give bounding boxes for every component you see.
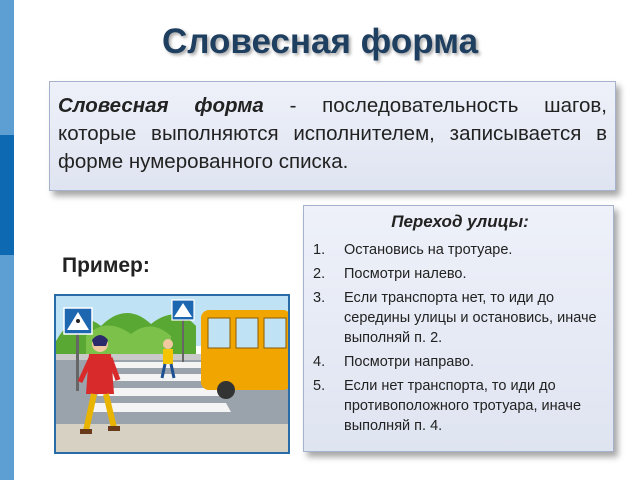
left-accent-bar-highlight (0, 135, 14, 255)
step-number: 1. (313, 242, 326, 258)
step-text: Посмотри налево. (344, 266, 467, 282)
list-item (313, 376, 607, 436)
algorithm-steps-list (313, 240, 607, 436)
step-number: 4. (313, 354, 326, 370)
step-number: 5. (313, 378, 326, 394)
example-label: Пример: (62, 254, 150, 277)
slide-title: Словесная форма (161, 22, 479, 61)
step-text: Если транспорта нет, то иди до середины улицы и остановись, иначе выполняй п. 2. (344, 290, 597, 346)
pedestrian-crossing-illustration (54, 294, 290, 454)
step-number: 2. (313, 266, 326, 282)
list-item (313, 264, 607, 284)
step-text: Остановись на тротуаре. (344, 242, 513, 258)
step-number: 3. (313, 290, 326, 306)
step-text: Посмотри направо. (344, 354, 474, 370)
list-item (313, 288, 607, 348)
definition-text: - последовательность шагов, которые выполняются исполнителем, записывается в форме нумерованного списка. (58, 94, 607, 173)
algorithm-box (303, 205, 614, 452)
definition-box (49, 81, 616, 191)
step-text: Если нет транспорта, то иди до противоположного тротуара, иначе выполняй п. 4. (344, 378, 582, 434)
definition-term: Словесная форма (58, 94, 264, 117)
list-item (313, 240, 607, 260)
list-item (313, 352, 607, 372)
algorithm-title: Переход улицы: (391, 212, 529, 231)
